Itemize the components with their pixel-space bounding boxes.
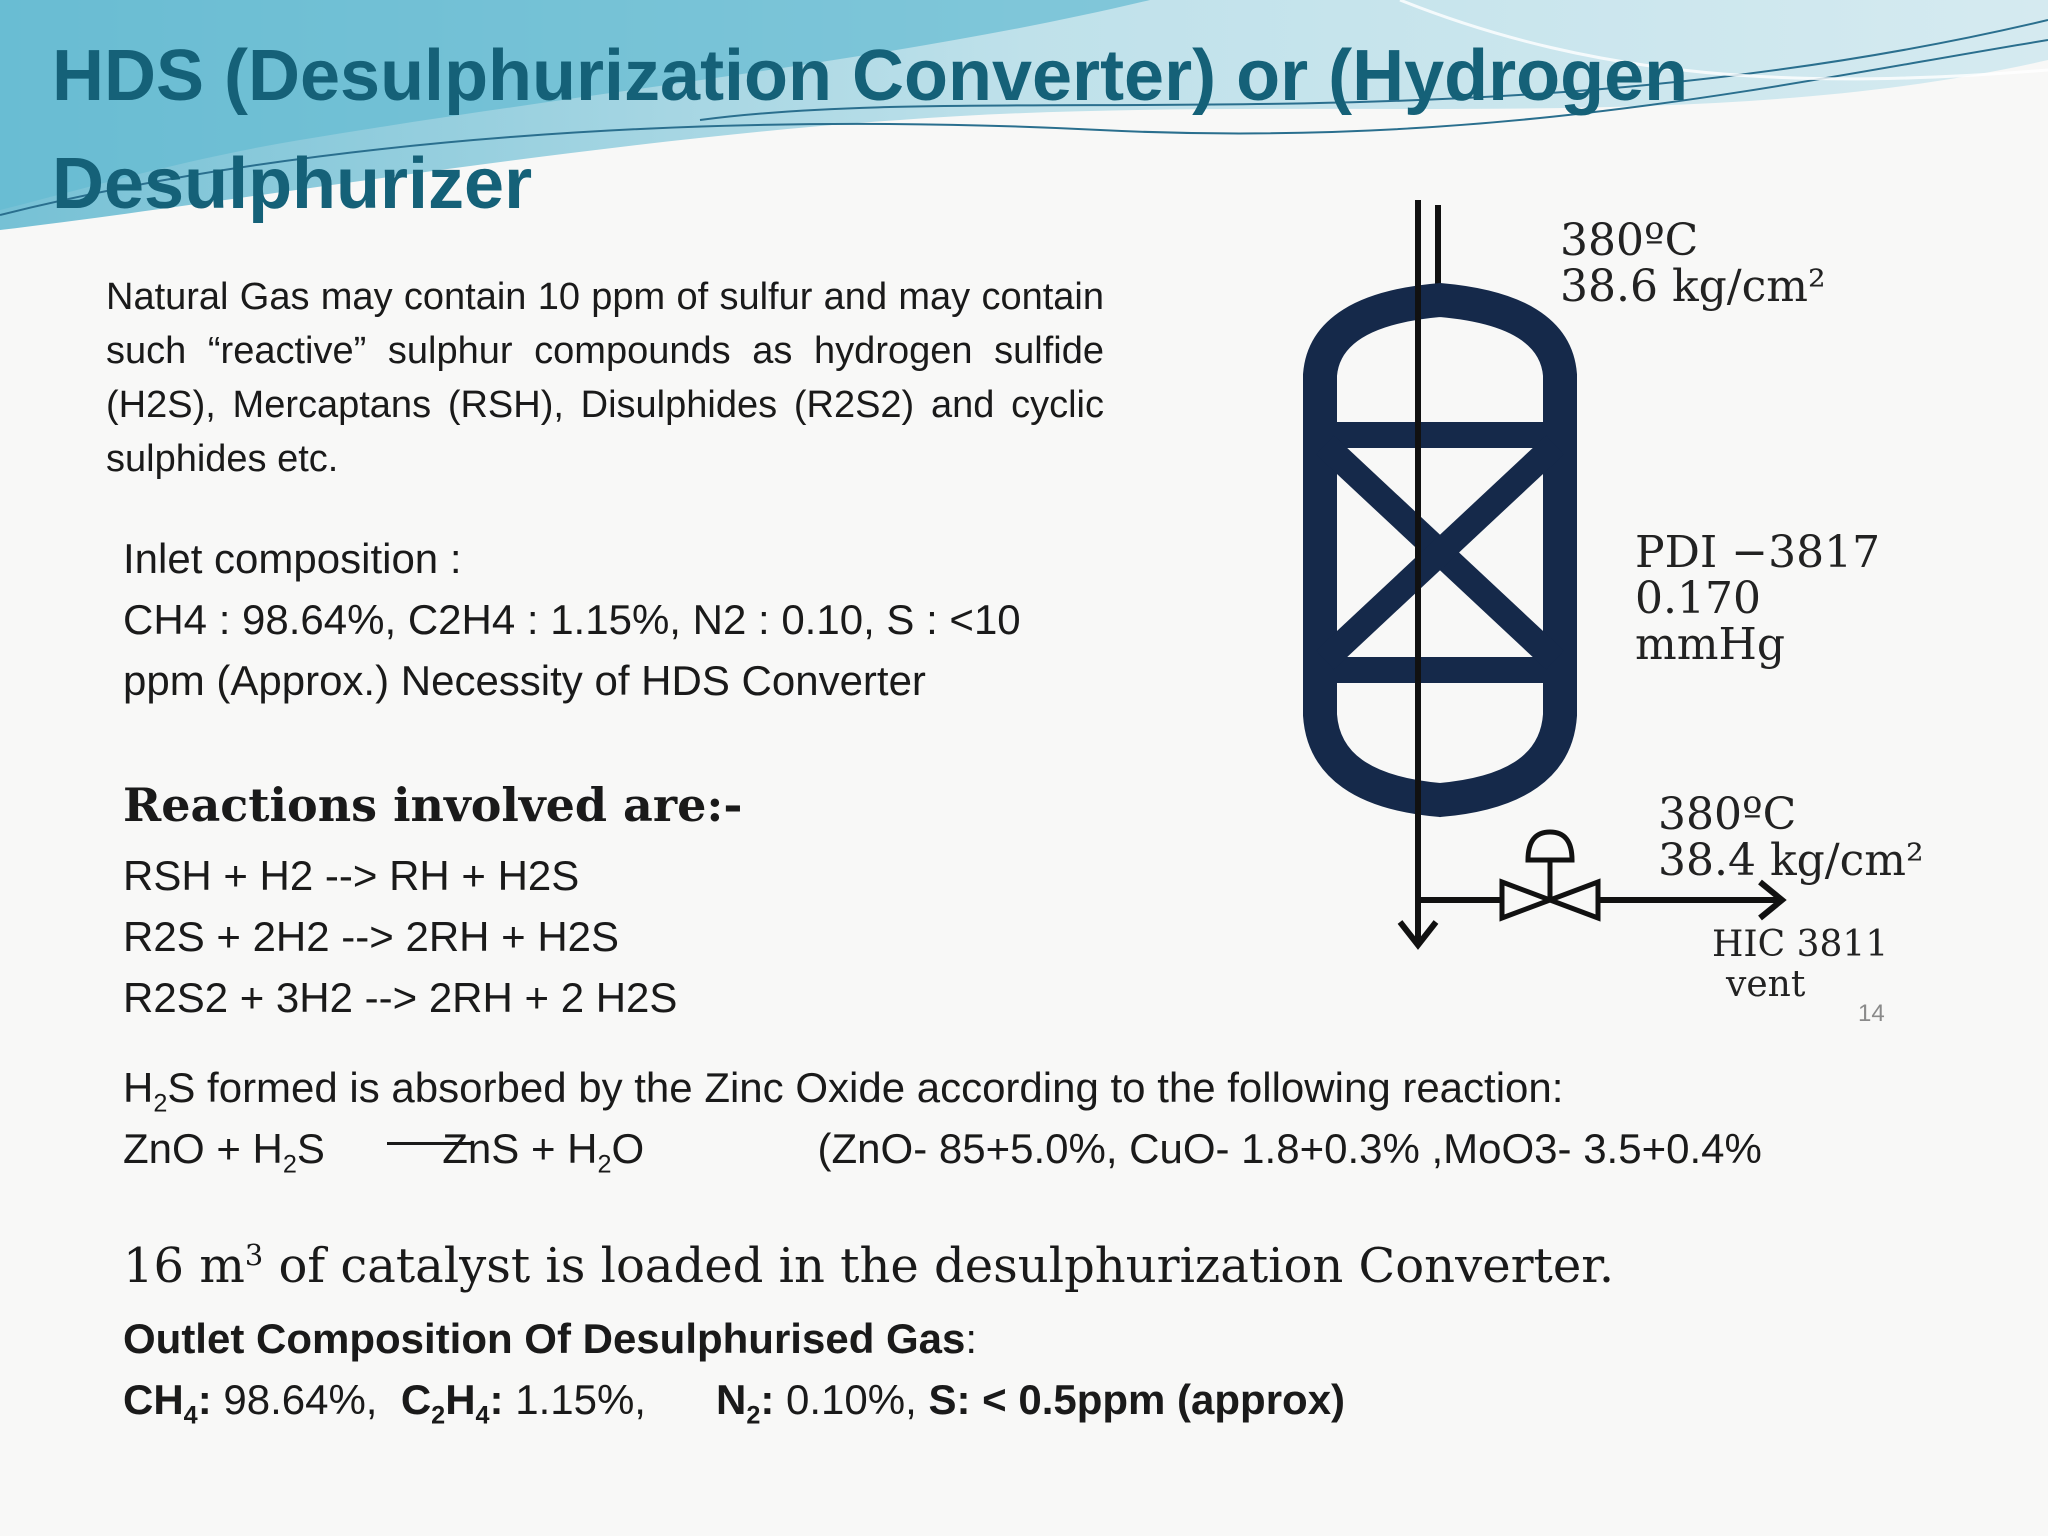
inlet-heading: Inlet composition : [123, 535, 462, 582]
reaction-item: RSH + H2 --> RH + H2S [123, 852, 580, 899]
absorption-statement: $H_2S$ formed is absorbed by the Zinc Oxide according to the following reaction: [123, 1064, 1564, 1118]
reaction-item: R2S + 2H2 --> 2RH + H2S [123, 913, 620, 960]
hic-vent-label [1712, 925, 1888, 1005]
catalyst-composition: (ZnO- 85+5.0%, CuO- 1.8+0.3% ,MoO3- 3.5+0.4% [817, 1125, 1762, 1172]
pdi-reading [1635, 527, 1881, 670]
slide-title: HDS (Desulphurization Converter) or (Hydrogen Desulphurizer [52, 36, 1689, 224]
converter-vessel-icon [1220, 200, 2000, 1030]
outlet-pressure: 38.4 kg/cm² [1658, 835, 1924, 886]
reaction-item: R2S2 + 3H2 --> 2RH + 2 H2S [123, 974, 678, 1021]
zinc-oxide-absorption [123, 1057, 1762, 1179]
inlet-composition [123, 528, 1103, 711]
outlet-temperature: 380ºC [1658, 789, 1797, 840]
inlet-temperature: 380ºC [1560, 215, 1699, 266]
inlet-conditions [1560, 215, 1826, 312]
pdi-unit: mmHg [1635, 619, 1785, 670]
outlet-composition [123, 1308, 1345, 1430]
hic-tag: HIC 3811 [1712, 924, 1889, 965]
zno-reaction: ZnO + $H_2S$ ZnS + $H_2O$ (ZnO- 85+5.0%, CuO- 1.8+0.3% ,MoO3- 3.5+0.4% [123, 1125, 1762, 1179]
hds-converter-diagram [1220, 200, 2000, 1030]
outlet-heading: Outlet Composition Of Desulphurised Gas: [123, 1315, 978, 1362]
reactions-heading: Reactions involved are:- [123, 778, 743, 832]
pdi-value: 0.170 [1635, 573, 1761, 624]
reactions-list [123, 845, 677, 1028]
vent-label: vent [1726, 964, 1806, 1005]
inlet-pressure: 38.6 kg/cm² [1560, 261, 1826, 312]
catalyst-volume: 16 $m^3$ of catalyst is loaded in the desulphurization Converter. [123, 1238, 1615, 1294]
outlet-conditions [1658, 789, 1924, 886]
pdi-tag: PDI −3817 [1635, 527, 1881, 578]
inlet-text: CH4 : 98.64%, C2H4 : 1.15%, N2 : 0.10, S : <10 ppm (Approx.) Necessity of HDS Converter [123, 596, 1021, 704]
intro-paragraph: Natural Gas may contain 10 ppm of sulfur and may contain such “reactive” sulphur compounds as hydrogen sulfide (H2S), Mercaptans (RSH), Disulphides (R2S2) and cyclic sulphides etc. [106, 276, 1104, 480]
outlet-values: $CH_4$: 98.64%, $C_2H_4$: 1.15%, $N_2$: 0.10%, S: < 0.5ppm (approx) [123, 1376, 1346, 1430]
page-number: 14 [1858, 1000, 1885, 1027]
